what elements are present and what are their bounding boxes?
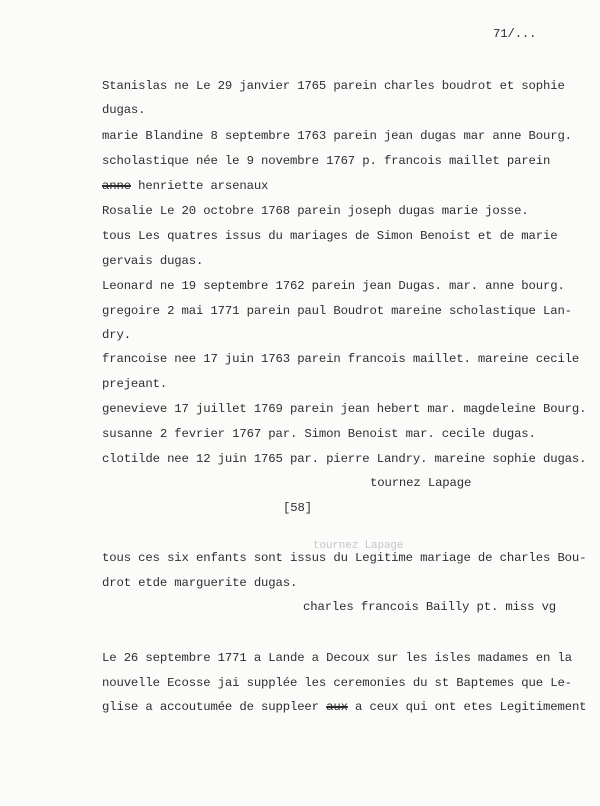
struck-word: aux xyxy=(326,700,348,714)
text-line-with-strike xyxy=(102,700,586,714)
text-line: francoise nee 17 juin 1763 parein francois maillet. mareine cecile xyxy=(102,352,580,366)
text-line: gregoire 2 mai 1771 parein paul Boudrot mareine scholastique Lan- xyxy=(102,304,572,318)
text-fragment: a ceux qui ont etes Legitimement xyxy=(347,700,587,714)
text-line: genevieve 17 juillet 1769 parein jean hebert mar. magdeleine Bourg. xyxy=(102,402,587,416)
text-line: gervais dugas. xyxy=(102,254,204,268)
signature: charles francois Bailly pt. miss vg xyxy=(303,600,557,614)
struck-word: anne xyxy=(102,179,131,193)
text-fragment: henriette arsenaux xyxy=(138,179,269,193)
text-line: dry. xyxy=(102,328,131,342)
text-line: tous Les quatres issus du mariages de Simon Benoist et de marie xyxy=(102,229,558,243)
tournez-note: tournez Lapage xyxy=(370,476,472,490)
text-line: scholastique née le 9 novembre 1767 p. francois maillet parein xyxy=(102,154,551,168)
text-line: prejeant. xyxy=(102,377,168,391)
text-line: dugas. xyxy=(102,103,146,117)
text-line: Rosalie Le 20 octobre 1768 parein joseph dugas marie josse. xyxy=(102,204,529,218)
text-line: Le 26 septembre 1771 a Lande a Decoux sur les isles madames en la xyxy=(102,651,572,665)
text-line: clotilde nee 12 juin 1765 par. pierre Landry. mareine sophie dugas. xyxy=(102,452,587,466)
page-number: 71/... xyxy=(493,27,537,41)
text-line: tous ces six enfants sont issus du Legitime mariage de charles Bou- xyxy=(102,551,587,565)
text-line: Leonard ne 19 septembre 1762 parein jean Dugas. mar. anne bourg. xyxy=(102,279,565,293)
text-line-with-strike xyxy=(102,179,268,193)
text-line: nouvelle Ecosse jai supplée les ceremonies du st Baptemes que Le- xyxy=(102,676,572,690)
text-line: drot etde marguerite dugas. xyxy=(102,576,298,590)
bleed-through-text: tournez Lapage xyxy=(313,540,404,552)
text-fragment: glise a accoutumée de suppleer xyxy=(102,700,327,714)
text-line: Stanislas ne Le 29 janvier 1765 parein charles boudrot et sophie xyxy=(102,79,565,93)
bracket-number: [58] xyxy=(283,501,312,515)
text-line: susanne 2 fevrier 1767 par. Simon Benoist mar. cecile dugas. xyxy=(102,427,536,441)
text-line: marie Blandine 8 septembre 1763 parein jean dugas mar anne Bourg. xyxy=(102,129,572,143)
